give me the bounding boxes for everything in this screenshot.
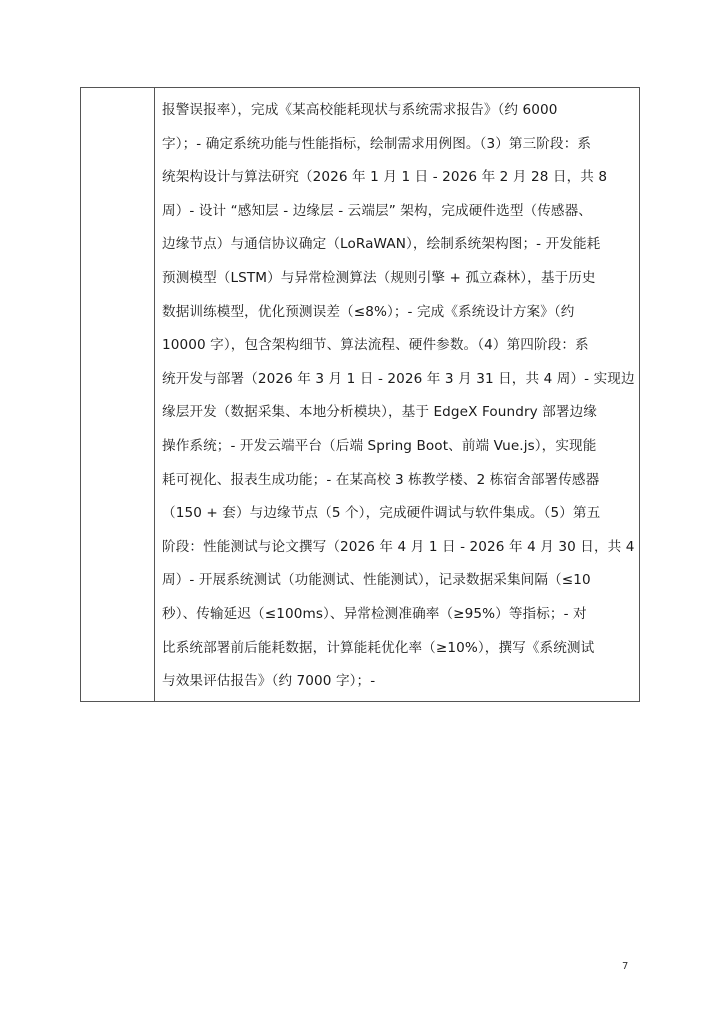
text-line: 比系统部署前后能耗数据，计算能耗优化率（≥10%），撰写《系统测试 <box>162 639 595 656</box>
text-line: 统开发与部署（2026 年 3 月 1 日 - 2026 年 3 月 31 日，共 4 周）- 实现边 <box>162 370 635 387</box>
text-line: 字）；- 确定系统功能与性能指标，绘制需求用例图。（3）第三阶段：系 <box>162 135 592 152</box>
page-number: 7 <box>622 961 629 972</box>
text-line: 阶段：性能测试与论文撰写（2026 年 4 月 1 日 - 2026 年 4 月 30 日，共 4 <box>162 538 635 555</box>
text-line: 操作系统；- 开发云端平台（后端 Spring Boot、前端 Vue.js），实现能 <box>162 437 597 454</box>
text-line: 数据训练模型，优化预测误差（≤8%）；- 完成《系统设计方案》（约 <box>162 303 575 320</box>
text-line: 耗可视化、报表生成功能；- 在某高校 3 栋教学楼、2 栋宿舍部署传感器 <box>162 471 600 488</box>
table-content-cell <box>155 88 639 701</box>
text-line: 周）- 开展系统测试（功能测试、性能测试），记录数据采集间隔（≤10 <box>162 572 591 589</box>
text-line: 预测模型（LSTM）与异常检测算法（规则引擎 + 孤立森林），基于历史 <box>162 269 596 286</box>
text-line: 与效果评估报告》（约 7000 字）；- <box>162 673 376 690</box>
text-line: 统架构设计与算法研究（2026 年 1 月 1 日 - 2026 年 2 月 28 日，共 8 <box>162 169 608 186</box>
content-table <box>80 87 640 702</box>
text-line: 周）- 设计 “感知层 - 边缘层 - 云端层” 架构，完成硬件选型（传感器、 <box>162 202 592 219</box>
text-line: 报警误报率），完成《某高校能耗现状与系统需求报告》（约 6000 <box>162 102 558 118</box>
text-line: 缘层开发（数据采集、本地分析模块），基于 EdgeX Foundry 部署边缘 <box>162 404 597 421</box>
table-label-cell <box>81 88 155 701</box>
text-line: 秒）、传输延迟（≤100ms）、异常检测准确率（≥95%）等指标；- 对 <box>162 605 587 622</box>
text-line: （150 + 套）与边缘节点（5 个），完成硬件调试与软件集成。（5）第五 <box>162 505 601 522</box>
text-line: 10000 字），包含架构细节、算法流程、硬件参数。（4）第四阶段：系 <box>162 337 589 354</box>
text-line: 边缘节点）与通信协议确定（LoRaWAN），绘制系统架构图；- 开发能耗 <box>162 236 601 253</box>
